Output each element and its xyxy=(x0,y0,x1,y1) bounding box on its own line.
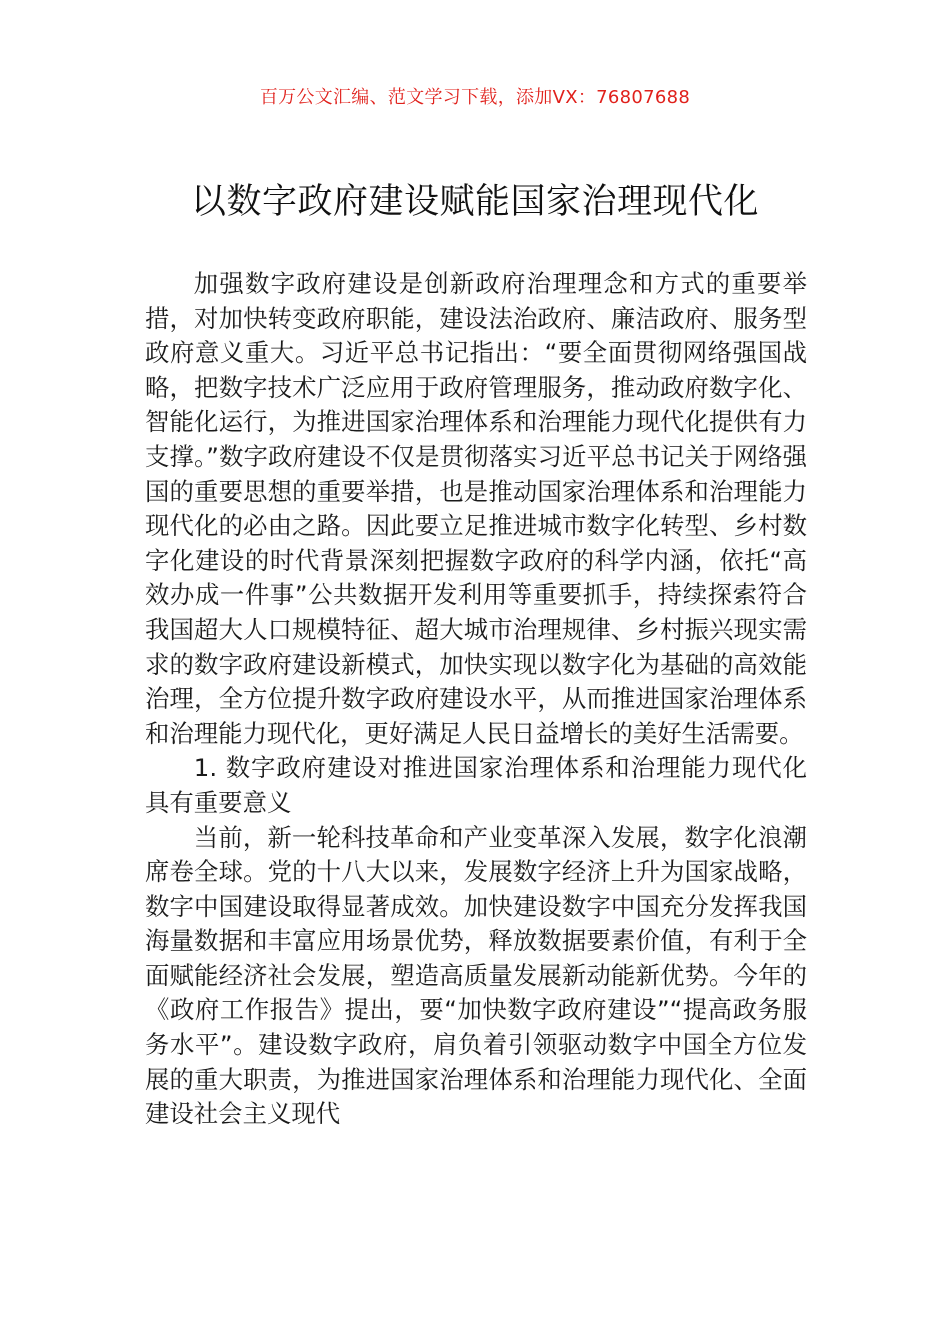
paragraph-section-1: 当前，新一轮科技革命和产业变革深入发展，数字化浪潮席卷全球。党的十八大以来，发展数字经济上升为国家战略，数字中国建设取得显著成效。加快建设数字中国充分发挥我国海量数据和丰富应用场景优势，释放数据要素价值，有利于全面赋能经济社会发展，塑造高质量发展新动能新优势。今年的《政府工作报告》提出，要“加快数字政府建设”“提高政务服务水平”。建设数字政府，肩负着引领驱动数字中国全方位发展的重大职责，为推进国家治理体系和治理能力现代化、全面建设社会主义现代 xyxy=(145,822,807,1129)
paragraph-intro: 加强数字政府建设是创新政府治理理念和方式的重要举措，对加快转变政府职能，建设法治政府、廉洁政府、服务型政府意义重大。习近平总书记指出：“要全面贯彻网络强国战略，把数字技术广泛应用于政府管理服务，推动政府数字化、智能化运行，为推进国家治理体系和治理能力现代化提供有力支撑。”数字政府建设不仅是贯彻落实习近平总书记关于网络强国的重要思想的重要举措，也是推动国家治理体系和治理能力现代化的必由之路。因此要立足推进城市数字化转型、乡村数字化建设的时代背景深刻把握数字政府的科学内涵，依托“高效办成一件事”公共数据开发利用等重要抓手，持续探索符合我国超大人口规模特征、超大城市治理规律、乡村振兴现实需求的数字政府建设新模式，加快实现以数字化为基础的高效能治理，全方位提升数字政府建设水平，从而推进国家治理体系和治理能力现代化，更好满足人民日益增长的美好生活需要。 xyxy=(145,269,807,748)
document-body xyxy=(145,267,807,1132)
document-title: 以数字政府建设赋能国家治理现代化 xyxy=(190,182,759,222)
section-heading-1: 1. 数字政府建设对推进国家治理体系和治理能力现代化具有重要意义 xyxy=(145,753,807,817)
header-banner: 百万公文汇编、范文学习下载，添加VX：76807688 xyxy=(259,87,691,108)
